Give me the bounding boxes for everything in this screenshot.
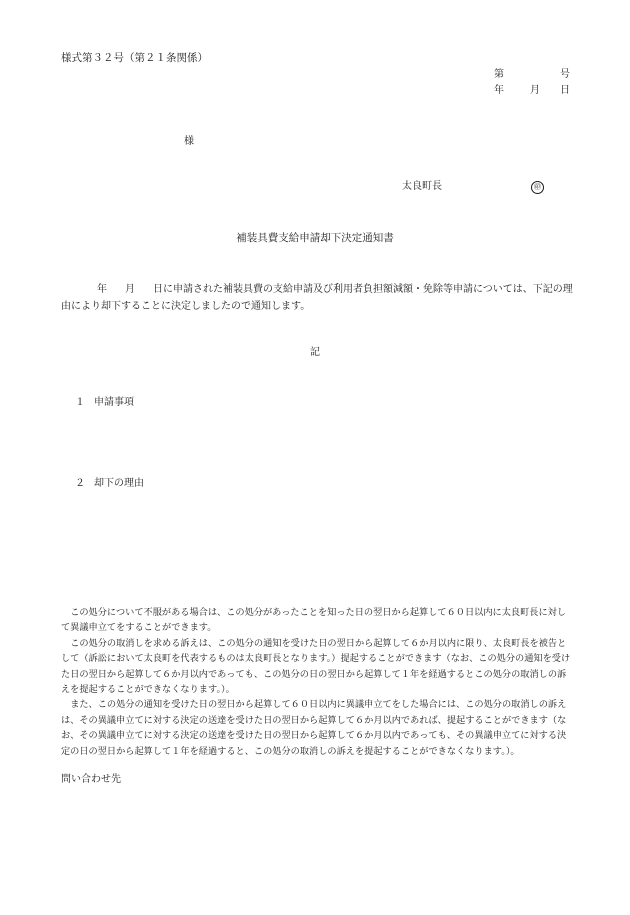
body-text: 日に申請された補装具費の支給申請及び利用者負担額減額・免除等申請については、下記の理由により却下することに決定しましたので通知します。 bbox=[61, 284, 573, 312]
body-year: 年 bbox=[97, 284, 107, 295]
seal-mark: ㊞ bbox=[531, 181, 544, 194]
document-title: 補装具費支給申請却下決定通知書 bbox=[236, 232, 394, 244]
ki-heading: 記 bbox=[310, 347, 320, 358]
document-number-suffix: 号 bbox=[560, 69, 570, 80]
sender-name: 太良町長 bbox=[402, 181, 442, 192]
item-number: ２ bbox=[75, 478, 85, 489]
issue-date-day: 日 bbox=[560, 85, 570, 96]
issue-date-month: 月 bbox=[530, 85, 540, 96]
item-label-application: 申請事項 bbox=[94, 397, 134, 408]
body-month: 月 bbox=[125, 284, 135, 295]
notice-paragraph: この処分について不服がある場合は、この処分があったことを知った日の翌日から起算して６０日以内に太良町長に対して異議申立てをすることができます。 bbox=[61, 607, 567, 634]
item-number: １ bbox=[75, 397, 85, 408]
form-number: 様式第３２号（第２１条関係） bbox=[61, 52, 208, 64]
issue-date-year: 年 bbox=[494, 85, 504, 96]
item-label-reason: 却下の理由 bbox=[94, 478, 144, 489]
body-paragraph bbox=[61, 281, 573, 315]
document-number-prefix: 第 bbox=[494, 69, 504, 80]
appeal-notice bbox=[61, 605, 573, 759]
notice-paragraph: この処分の取消しを求める訴えは、この処分の通知を受けた日の翌日から起算して６か月以内に限り、太良町長を被告として（訴訟において太良町を代表するものは太良町長となります。）提起することができます（なお、この処分の通知を受けた日の翌日から起算して６か月以内であっても、この処分の日の翌日から起算して１年を経過するとこの処分の取消しの訴えを提起することができなくなります。）。 bbox=[61, 637, 571, 696]
notice-paragraph: また、この処分の通知を受けた日の翌日から起算して６０日以内に異議申立てをした場合には、この処分の取消しの訴えは、その異議申立てに対する決定の送達を受けた日の翌日から起算して６か月以内であれば、提起することができます（なお、その異議申立てに対する決定の送達を受けた日の翌日から起算して６か月以内であっても、その異議申立てに対する決定の日の翌日から起算して１年を経過すると、この処分の取消しの訴えを提起することができなくなります。）。 bbox=[61, 699, 567, 757]
contact-label: 問い合わせ先 bbox=[61, 774, 121, 785]
addressee-honorific: 様 bbox=[184, 136, 194, 147]
